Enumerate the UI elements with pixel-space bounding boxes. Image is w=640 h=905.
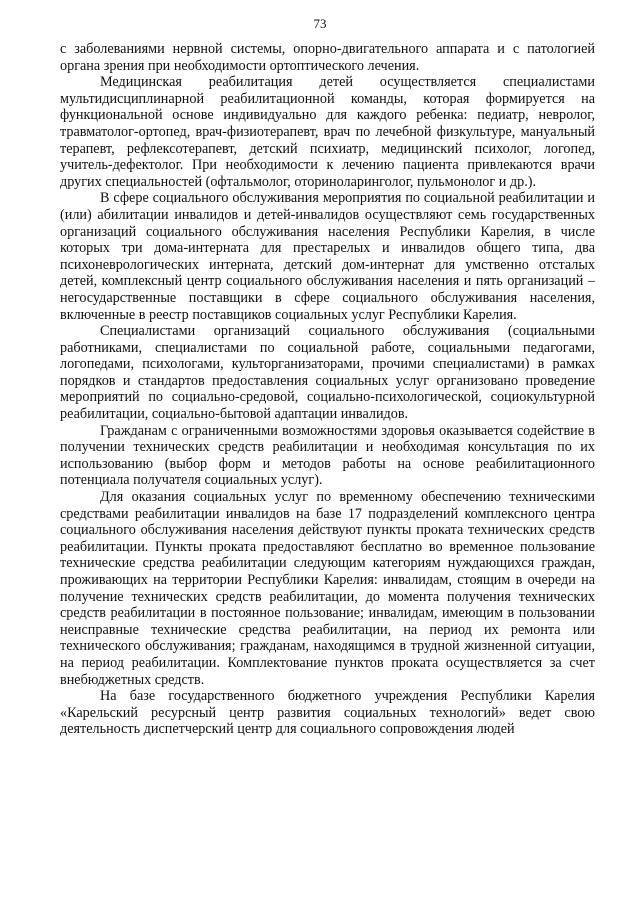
paragraph-rental-points: Для оказания социальных услуг по временному обеспечению техническими средствами реабилитации инвалидов на базе 17 подразделений комплексного центра социального обслуживания населения действуют пункты проката технических средств реабилитации. Пункты проката предоставляют бесплатно во временное пользование технические средства реабилитации следующим категориям нуждающихся граждан, проживающих на территории Республики Карелия: инвалидам, стоящим в очереди на получение технических средств реабилитации, до момента получения технических средств реабилитации в постоянное пользование; инвалидам, имеющим в пользовании неисправные технические средства реабилитации, на период их ремонта или технического обслуживания; гражданам, находящимся в трудной жизненной ситуации, на период реабилитации. Комплектование пунктов проката осуществляется за счет внебюджетных средств. [60, 489, 595, 688]
paragraph-specialists: Специалистами организаций социального обслуживания (социальными работниками, специалистами по социальной работе, социальными педагогами, логопедами, психологами, культорганизаторами, прочими специалистами) в рамках порядков и стандартов предоставления социальных услуг организовано проведение мероприятий по социально-средовой, социально-психологической, социокультурной реабилитации, социально-бытовой адаптации инвалидов. [60, 323, 595, 423]
paragraph-dispatch-center: На базе государственного бюджетного учреждения Республики Карелия «Карельский ресурсный центр развития социальных технологий» ведет свою деятельность диспетчерский центр для социального сопровождения людей [60, 688, 595, 738]
paragraph-assistance: Гражданам с ограниченными возможностями здоровья оказывается содействие в получении технических средств реабилитации и необходимая консультация по их использованию (выбор форм и методов работы на основе реабилитационного потенциала получателя социальных услуг). [60, 422, 595, 489]
document-body [60, 41, 595, 738]
paragraph-medical-rehabilitation: Медицинская реабилитация детей осуществляется специалистами мультидисциплинарной реабилитационной команды, которая формируется на функциональной основе индивидуально для каждого ребенка: педиатр, невролог, травматолог-ортопед, врач-физиотерапевт, врач по лечебной физкультуре, мануальный терапевт, рефлексотерапевт, детский психиатр, медицинский психолог, логопед, учитель-дефектолог. При необходимости к лечению пациента привлекаются врачи других специальностей (офтальмолог, оториноларинголог, пульмонолог и др.). [60, 74, 595, 190]
page-number: 73 [313, 16, 327, 31]
paragraph-continued: с заболеваниями нервной системы, опорно-двигательного аппарата и с патологией органа зрения при необходимости ортоптического лечения. [60, 41, 595, 74]
paragraph-social-services: В сфере социального обслуживания мероприятия по социальной реабилитации и (или) абилитации инвалидов и детей-инвалидов осуществляют семь государственных организаций социального обслуживания населения Республики Карелия, в числе которых три дома-интерната для престарелых и инвалидов общего типа, два психоневрологических интерната, детский дом-интернат для умственно отсталых детей, комплексный центр социального обслуживания населения и пять организаций – негосударственные поставщики в сфере социального обслуживания населения, включенные в реестр поставщиков социальных услуг Республики Карелия. [60, 190, 595, 323]
